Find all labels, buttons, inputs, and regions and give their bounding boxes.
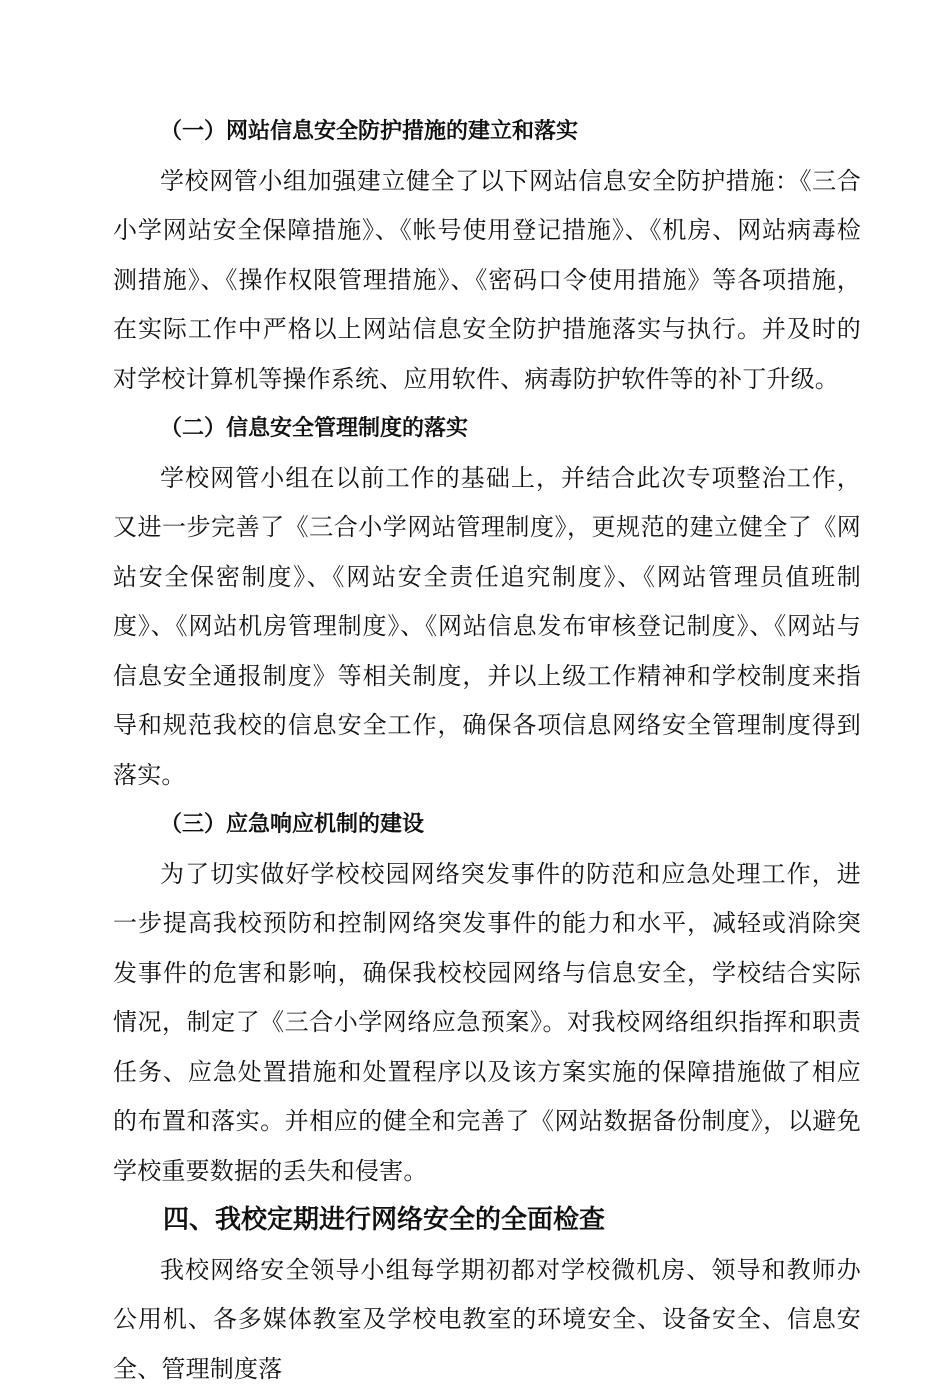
subsection-heading-3: （三）应急响应机制的建设 <box>113 800 861 850</box>
paragraph-emergency-response: 为了切实做好学校校园网络突发事件的防范和应急处理工作，进一步提高我校预防和控制网络突发事件的能力和水平，减轻或消除突发事件的危害和影响，确保我校校园网络与信息安全，学校结合实际情况，制定了《三合小学网络应急预案》。对我校网络组织指挥和职责任务、应急处置措施和处置程序以及该方案实施的保障措施做了相应的布置和落实。并相应的健全和完善了《网站数据备份制度》，以避免学校重要数据的丢失和侵害。 <box>113 850 861 1197</box>
paragraph-security-measures: 学校网管小组加强建立健全了以下网站信息安全防护措施：《三合小学网站安全保障措施》、《帐号使用登记措施》、《机房、网站病毒检测措施》、《操作权限管理措施》、《密码口令使用措施》等各项措施，在实际工作中严格以上网站信息安全防护措施落实与执行。并及时的对学校计算机等操作系统、应用软件、病毒防护软件等的补丁升级。 <box>113 157 861 405</box>
subsection-heading-2: （二）信息安全管理制度的落实 <box>113 404 861 454</box>
section-heading-4: 四、我校定期进行网络安全的全面检查 <box>113 1196 861 1246</box>
paragraph-periodic-inspection: 我校网络安全领导小组每学期初都对学校微机房、领导和教师办公用机、各多媒体教室及学校电教室的环境安全、设备安全、信息安全、管理制度落 <box>113 1246 861 1394</box>
paragraph-management-system: 学校网管小组在以前工作的基础上，并结合此次专项整治工作，又进一步完善了《三合小学网站管理制度》，更规范的建立健全了《网站安全保密制度》、《网站安全责任追究制度》、《网站管理员值班制度》、《网站机房管理制度》、《网站信息发布审核登记制度》、《网站与信息安全通报制度》等相关制度，并以上级工作精神和学校制度来指导和规范我校的信息安全工作，确保各项信息网络安全管理制度得到落实。 <box>113 454 861 801</box>
document-body <box>113 107 861 1394</box>
subsection-heading-1: （一）网站信息安全防护措施的建立和落实 <box>113 107 861 157</box>
